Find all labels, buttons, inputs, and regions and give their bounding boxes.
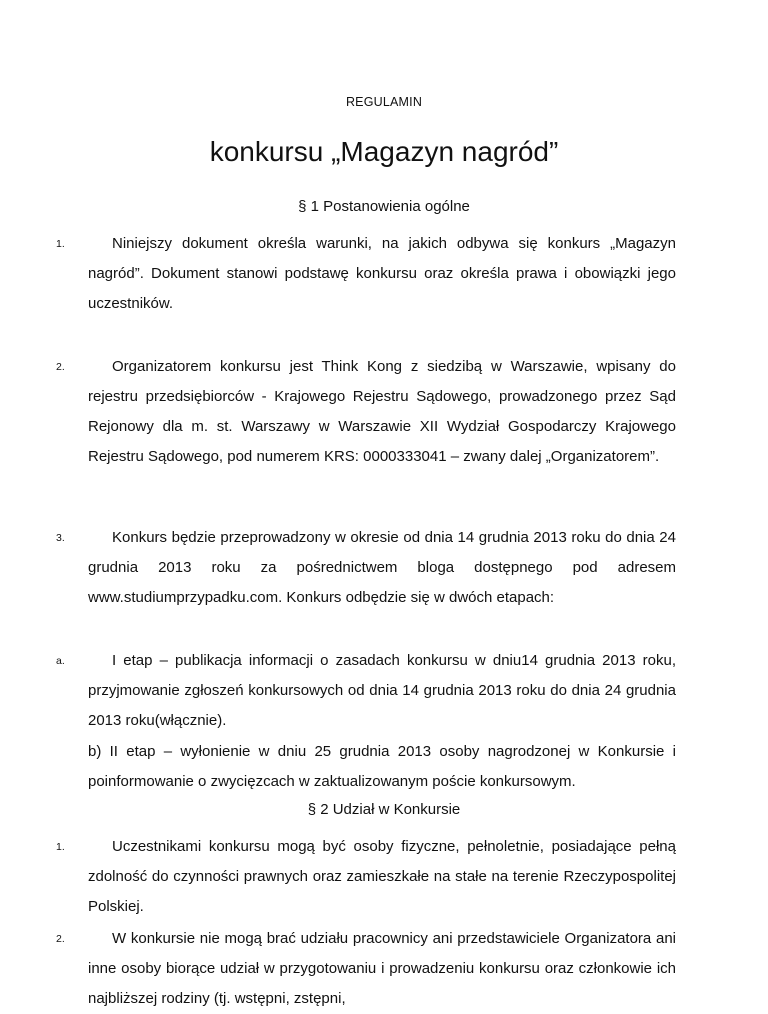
section-heading-1: § 1 Postanowienia ogólne xyxy=(298,198,470,215)
item-marker: 2. xyxy=(56,361,65,373)
item-marker: 1. xyxy=(56,238,65,250)
item-marker: 3. xyxy=(56,532,65,544)
item-text: Niniejszy dokument określa warunki, na jakich odbywa się konkurs „Magazyn nagród”. Dokument stanowi podstawę konkursu oraz określa prawa i obowiązki jego uczestników. xyxy=(88,235,676,312)
item-marker: a. xyxy=(56,655,65,667)
document-title: konkursu „Magazyn nagród” xyxy=(209,136,559,167)
item-marker: 1. xyxy=(56,841,65,853)
document-type: REGULAMIN xyxy=(345,95,423,109)
section-1-item-1 xyxy=(56,229,676,319)
section-1-item-a xyxy=(56,646,676,736)
section-2-item-2 xyxy=(56,924,676,1014)
section-2-item-1 xyxy=(56,832,676,922)
item-text: I etap – publikacja informacji o zasadach konkursu w dniu14 grudnia 2013 roku, przyjmowanie zgłoszeń konkursowych od dnia 14 grudnia 2013 roku do dnia 24 grudnia 2013 roku(włącznie). xyxy=(88,652,676,729)
item-text: Uczestnikami konkursu mogą być osoby fizyczne, pełnoletnie, posiadające pełną zdolność do czynności prawnych oraz zamieszkałe na stałe na terenie Rzeczypospolitej Polskiej. xyxy=(88,838,676,915)
section-1-item-3 xyxy=(56,523,676,613)
section-heading-2: § 2 Udział w Konkursie xyxy=(307,801,461,818)
item-text: Konkurs będzie przeprowadzony w okresie od dnia 14 grudnia 2013 roku do dnia 24 grudnia 2013 roku za pośrednictwem bloga dostępnego pod adresem www.studiumprzypadku.com. Konkurs odbędzie się w dwóch etapach: xyxy=(88,529,676,606)
item-text: W konkursie nie mogą brać udziału pracownicy ani przedstawiciele Organizatora ani inne osoby biorące udział w przygotowaniu i prowadzeniu konkursu oraz członkowie ich najbliższej rodziny (tj. wstępni, zstępni, xyxy=(88,930,676,1007)
item-marker: 2. xyxy=(56,933,65,945)
item-text: Organizatorem konkursu jest Think Kong z siedzibą w Warszawie, wpisany do rejestru przedsiębiorców - Krajowego Rejestru Sądowego, prowadzonego przez Sąd Rejonowy dla m. st. Warszawy w Warszawie XII Wydział Gospodarczy Krajowego Rejestru Sądowego, pod numerem KRS: 0000333041 – zwany dalej „Organizatorem”. xyxy=(88,358,676,465)
section-1-item-2 xyxy=(56,352,676,472)
section-1-paragraph-b: b) II etap – wyłonienie w dniu 25 grudnia 2013 osoby nagrodzonej w Konkursie i poinformowanie o zwycięzcach w zaktualizowanym poście konkursowym. xyxy=(88,743,676,790)
